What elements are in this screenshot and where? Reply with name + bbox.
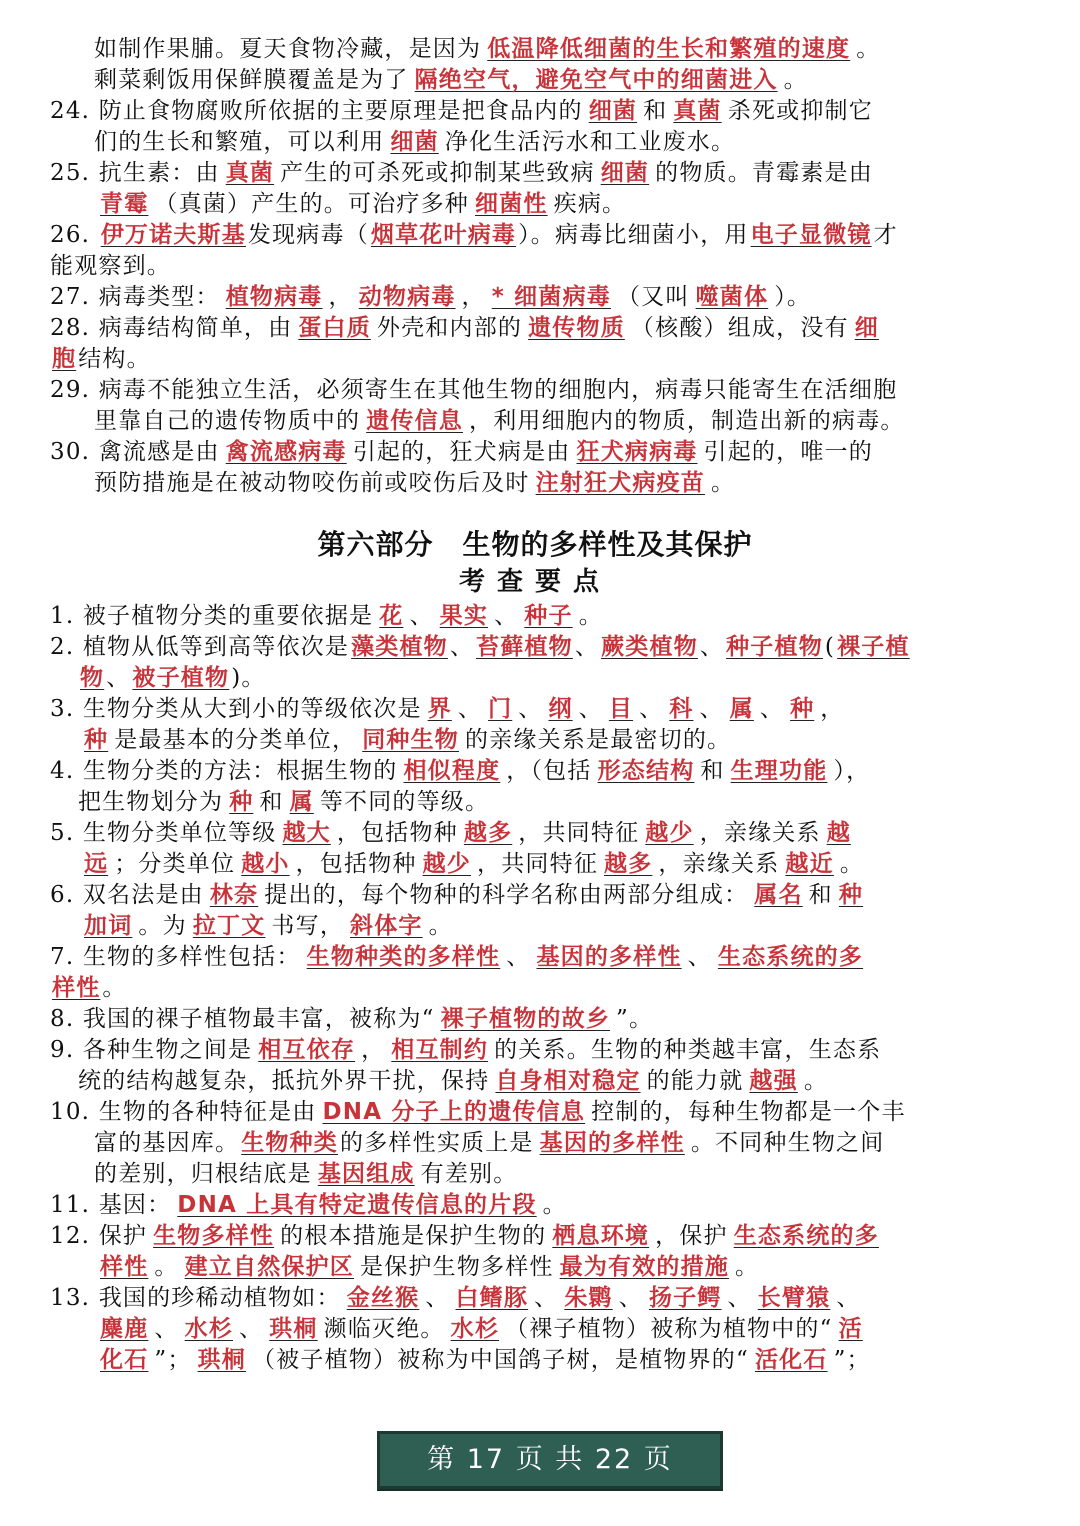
answer-blank: 越大 (282, 820, 331, 846)
answer-blank: 隔绝空气，避免空气中的细菌进入 (414, 67, 778, 93)
answer-blank: 生物多样性 (153, 1223, 275, 1249)
answer-blank: 种子植物 (726, 634, 823, 660)
question-text: （真菌）产生的。可治疗多种 (154, 191, 470, 217)
section-title: 第六部分 生物的多样性及其保护 (317, 528, 753, 561)
text-line (50, 1252, 1020, 1283)
question-text: 净化生活污水和工业废水。 (444, 129, 736, 155)
section-subtitle: 考查要点 (458, 567, 611, 597)
question-text: 、 (574, 634, 600, 660)
question-text: 的能力就 (646, 1068, 744, 1094)
text-line (50, 942, 1020, 973)
question-text: 杀死或抑制它 (727, 98, 873, 124)
text-line (50, 96, 1020, 127)
question-text: 25. 抗生素：由 (50, 160, 220, 186)
answer-blank: 细菌性 (475, 191, 548, 217)
answer-blank: 苔藓植物 (476, 634, 573, 660)
part6-points-list (50, 601, 1020, 1376)
answer-blank: 基因的多样性 (539, 1130, 685, 1156)
answer-blank: 越多 (604, 851, 653, 877)
answer-blank: 纲 (548, 696, 573, 722)
text-line (50, 880, 1020, 911)
question-text: ( (824, 634, 836, 660)
answer-blank: 种 (790, 696, 815, 722)
question-text: 、 (578, 696, 603, 722)
question-text: 。为 (138, 913, 187, 939)
question-text: ）。 (774, 284, 812, 310)
answer-blank: 越小 (241, 851, 290, 877)
answer-blank: 目 (608, 696, 634, 722)
question-text: 4. 生物分类的方法：根据生物的 (50, 758, 398, 784)
answer-blank: 门 (488, 696, 513, 722)
answer-blank: 种 (84, 727, 109, 753)
question-text: ；分类单位 (114, 851, 236, 877)
answer-blank: 烟草花叶病毒 (370, 222, 517, 248)
answer-blank: 越 (826, 820, 851, 846)
question-text: 。 (428, 913, 453, 939)
answer-blank: 林奈 (209, 882, 259, 908)
text-line (50, 1314, 1020, 1345)
question-text: 提出的，每个物种的科学名称由两部分组成： (264, 882, 749, 908)
answer-blank: 生态系统的多 (733, 1223, 879, 1249)
text-line (50, 437, 1020, 468)
question-text: 产生的可杀死或抑制某些致病 (280, 160, 595, 186)
text-line (50, 787, 1020, 818)
question-text: 剩菜剩饭用保鲜膜覆盖是为了 (94, 67, 409, 93)
question-text: 是保护生物多样性 (360, 1254, 554, 1280)
question-text: 、 (618, 1285, 643, 1311)
answer-blank: 裸子植 (837, 634, 910, 660)
answer-blank: 加词 (84, 913, 133, 939)
question-text: 、 (449, 634, 475, 660)
text-line (50, 1221, 1020, 1252)
text-line (50, 601, 1020, 632)
text-line (50, 220, 1020, 251)
answer-blank: 金丝猴 (346, 1285, 420, 1311)
question-text: 、 (106, 665, 131, 691)
question-text: ，共同特征 (518, 820, 640, 846)
answer-blank: 噬菌体 (695, 284, 769, 310)
question-text: ，亲缘关系 (699, 820, 821, 846)
question-text: 、 (687, 944, 712, 970)
question-text: 富的基因库。 (94, 1130, 240, 1156)
answer-blank: 水杉 (184, 1316, 234, 1342)
answer-blank: 细菌 (390, 129, 439, 155)
answer-blank: 裸子植物的故乡 (440, 1006, 611, 1032)
question-text: ， (820, 696, 845, 722)
question-text: 1. 被子植物分类的重要依据是 (50, 603, 374, 629)
text-line (50, 1128, 1020, 1159)
answer-blank: 越少 (645, 820, 694, 846)
answer-blank: 白鳍豚 (455, 1285, 529, 1311)
question-text: 的多样性实质上是 (340, 1130, 534, 1156)
answer-blank: 青霉 (100, 191, 149, 217)
answer-blank: 种 (838, 882, 864, 908)
question-text: 的差别，归根结底是 (94, 1161, 312, 1187)
answer-blank: 被子植物 (132, 665, 230, 691)
answer-blank: 低温降低细菌的生长和繁殖的速度 (487, 36, 851, 62)
question-text: 控制的，每种生物都是一个丰 (591, 1099, 906, 1125)
text-line (50, 818, 1020, 849)
question-text: 。 (735, 1254, 760, 1280)
question-text: 才 (873, 222, 898, 248)
document-content (50, 34, 1020, 1376)
answer-blank: 胞 (52, 346, 77, 372)
question-text: 统的结构越复杂，抵抗外界干扰，保持 (78, 1068, 490, 1094)
question-text: 发现病毒（ (247, 222, 369, 248)
question-text: 的亲缘关系是最密切的。 (465, 727, 732, 753)
answer-blank: 越多 (463, 820, 513, 846)
question-text: 、 (699, 696, 724, 722)
question-text: ，利用细胞内的物质，制造出新的病毒。 (469, 408, 905, 434)
answer-blank: 真菌 (225, 160, 275, 186)
answer-blank: 属 (289, 789, 314, 815)
question-text: 26. (50, 222, 99, 248)
question-text: ”； (154, 1347, 192, 1373)
question-text: 。 (783, 67, 808, 93)
question-text: 3. 生物分类从大到小的等级依次是 (50, 696, 422, 722)
question-text: 的根本措施是保护生物的 (280, 1223, 547, 1249)
question-text: 11. 基因： (50, 1192, 172, 1218)
question-text: 。 (578, 603, 603, 629)
answer-blank: 生物种类的多样性 (306, 944, 501, 970)
answer-blank: 样性 (52, 975, 101, 1001)
question-text: ”； (833, 1347, 871, 1373)
text-line (50, 632, 1020, 663)
question-text: 、 (534, 1285, 559, 1311)
question-text: 把生物划分为 (78, 789, 224, 815)
answer-blank: 水杉 (450, 1316, 500, 1342)
question-text: 有差别。 (420, 1161, 518, 1187)
answer-blank: 化石 (100, 1347, 149, 1373)
answer-blank: 形态结构 (597, 758, 695, 784)
question-text: ，（包括 (506, 758, 592, 784)
text-line (50, 1190, 1020, 1221)
text-line (50, 1066, 1020, 1097)
question-text: 。 (711, 470, 736, 496)
answer-blank: 科 (669, 696, 694, 722)
question-text: 。 (839, 851, 865, 877)
page-number-badge: 第 17 页 共 22 页 (377, 1431, 723, 1489)
question-text: ）， (833, 758, 871, 784)
answer-blank: 朱鹮 (564, 1285, 613, 1311)
question-text: 疾病。 (553, 191, 627, 217)
text-line (50, 1159, 1020, 1190)
question-text: 。 (102, 975, 127, 1001)
text-line (50, 1004, 1020, 1035)
text-line (50, 251, 1020, 282)
answer-blank: 动物病毒 (358, 284, 456, 310)
answer-blank: 细 (854, 315, 879, 341)
answer-blank: 活化石 (754, 1347, 828, 1373)
answer-blank: 细菌 (588, 98, 638, 124)
answer-blank: 活 (838, 1316, 863, 1342)
answer-blank: 禽流感病毒 (225, 439, 347, 465)
answer-blank: 遗传信息 (366, 408, 464, 434)
answer-blank: 伊万诺夫斯基 (100, 222, 246, 248)
question-text: ，包括物种 (295, 851, 417, 877)
question-text: 9. 各种生物之间是 (50, 1037, 253, 1063)
question-text: 等不同的等级。 (319, 789, 490, 815)
text-line (50, 127, 1020, 158)
answer-blank: 基因组成 (317, 1161, 415, 1187)
answer-blank: 扬子鳄 (648, 1285, 722, 1311)
question-text: ，亲缘关系 (658, 851, 780, 877)
question-text: 。 (542, 1192, 567, 1218)
question-text: 12. 保护 (50, 1223, 148, 1249)
answer-blank: 种 (229, 789, 254, 815)
answer-blank: 界 (427, 696, 452, 722)
question-text: 、 (699, 634, 725, 660)
answer-blank: 蛋白质 (298, 315, 371, 341)
answer-blank: 属名 (754, 882, 803, 908)
text-line (50, 34, 1020, 65)
answer-blank: 建立自然保护区 (184, 1254, 355, 1280)
question-text: 们的生长和繁殖，可以利用 (94, 129, 385, 155)
answer-blank: 麋鹿 (100, 1316, 149, 1342)
question-text: 。不同种生物之间 (690, 1130, 885, 1156)
text-line (50, 973, 1020, 1004)
question-text: 5. 生物分类单位等级 (50, 820, 277, 846)
question-text: ”。 (616, 1006, 654, 1032)
text-line (50, 725, 1020, 756)
answer-blank: 花 (379, 603, 404, 629)
question-text: 和 (259, 789, 284, 815)
question-text: 预防措施是在被动物咬伤前或咬伤后及时 (94, 470, 530, 496)
answer-blank: 拉丁文 (192, 913, 266, 939)
answer-blank: 珙桐 (269, 1316, 318, 1342)
question-text: 是最基本的分类单位， (114, 727, 357, 753)
answer-blank: 藻类植物 (351, 634, 448, 660)
answer-blank: 自身相对稳定 (495, 1068, 641, 1094)
answer-blank: 蕨类植物 (601, 634, 698, 660)
text-line (50, 663, 1020, 694)
answer-blank: 远 (84, 851, 109, 877)
answer-blank: 物 (80, 665, 105, 691)
question-text: 、 (239, 1316, 264, 1342)
question-text: 、 (425, 1285, 450, 1311)
question-text: 、 (506, 944, 531, 970)
question-text: 24. 防止食物腐败所依据的主要原理是把食品内的 (50, 98, 583, 124)
question-text: 能观察到。 (50, 253, 171, 279)
answer-blank: 相似程度 (403, 758, 501, 784)
answer-blank: 种子 (524, 603, 573, 629)
question-text: 如制作果脯。夏天食物冷藏，是因为 (94, 36, 482, 62)
text-line (50, 375, 1020, 406)
question-text: 、 (518, 696, 543, 722)
question-text: （被子植物）被称为中国鸽子树，是植物界的“ (251, 1347, 749, 1373)
question-text: 。 (803, 1068, 829, 1094)
question-text: 、 (759, 696, 785, 722)
text-line (50, 468, 1020, 499)
question-text: ，保护 (655, 1223, 728, 1249)
question-text: 30. 禽流感是由 (50, 439, 220, 465)
answer-blank: 最为有效的措施 (559, 1254, 730, 1280)
question-text: 和 (643, 98, 668, 124)
answer-blank: 相互依存 (258, 1037, 356, 1063)
question-text: 。 (856, 36, 881, 62)
answer-blank: 越少 (422, 851, 472, 877)
question-text: 13. 我国的珍稀动植物如： (50, 1285, 341, 1311)
question-text: 2. 植物从低等到高等依次是 (50, 634, 350, 660)
answer-blank: 长臂猿 (757, 1285, 831, 1311)
answer-blank: 属 (729, 696, 754, 722)
question-text: 、 (494, 603, 519, 629)
answer-blank: 电子显微镜 (750, 222, 872, 248)
question-text: （又叫 (616, 284, 690, 310)
text-line (50, 1035, 1020, 1066)
answer-blank: 植物病毒 (225, 284, 323, 310)
question-text: 外壳和内部的 (376, 315, 523, 341)
answer-blank: 斜体字 (350, 913, 423, 939)
answer-blank: 生理功能 (730, 758, 828, 784)
question-text: 和 (808, 882, 833, 908)
text-line (50, 849, 1020, 880)
answer-blank: 同种生物 (362, 727, 460, 753)
question-text: 、 (457, 696, 483, 722)
question-text: 10. 生物的各种特征是由 (50, 1099, 317, 1125)
answer-blank: * 细菌病毒 (491, 284, 611, 310)
question-text: 引起的，狂犬病是由 (352, 439, 571, 465)
question-text: 28. 病毒结构简单，由 (50, 315, 293, 341)
question-text: ，包括物种 (336, 820, 458, 846)
answer-blank: 真菌 (673, 98, 722, 124)
question-text: 8. 我国的裸子植物最丰富，被称为“ (50, 1006, 435, 1032)
answer-blank: 越强 (749, 1068, 798, 1094)
answer-blank: 生态系统的多 (717, 944, 864, 970)
question-text: 濒临灭绝。 (323, 1316, 445, 1342)
text-line (50, 911, 1020, 942)
question-text: 、 (836, 1285, 861, 1311)
answer-blank: 基因的多样性 (536, 944, 682, 970)
text-line (50, 344, 1020, 375)
question-text: 的物质。青霉素是由 (655, 160, 873, 186)
question-text: 结构。 (78, 346, 151, 372)
question-text: 。 (154, 1254, 179, 1280)
text-line (50, 1097, 1020, 1128)
text-line (50, 282, 1020, 313)
part5-continued-list (50, 34, 1020, 499)
question-text: ， (361, 1037, 386, 1063)
text-line (50, 65, 1020, 96)
question-text: 7. 生物的多样性包括： (50, 944, 301, 970)
question-text: （裸子植物）被称为植物中的“ (505, 1316, 833, 1342)
question-text: 的关系。生物的种类越丰富，生态系 (494, 1037, 882, 1063)
answer-blank: 栖息环境 (552, 1223, 650, 1249)
text-line (50, 1345, 1020, 1376)
question-text: 里靠自己的遗传物质中的 (94, 408, 361, 434)
text-line (50, 158, 1020, 189)
text-line (50, 189, 1020, 220)
question-text: 、 (154, 1316, 179, 1342)
answer-blank: 狂犬病病毒 (576, 439, 698, 465)
answer-blank: 遗传物质 (528, 315, 625, 341)
answer-blank: 相互制约 (391, 1037, 489, 1063)
question-text: ， (328, 284, 353, 310)
answer-blank: 果实 (439, 603, 489, 629)
answer-blank: 珙桐 (197, 1347, 246, 1373)
text-line (50, 313, 1020, 344)
question-text: 引起的，唯一的 (703, 439, 873, 465)
question-text: （核酸）组成，没有 (630, 315, 849, 341)
answer-blank: 越近 (785, 851, 834, 877)
question-text: 29. 病毒不能独立生活，必须寄生在其他生物的细胞内，病毒只能寄生在活细胞 (50, 377, 898, 403)
question-text: 、 (727, 1285, 752, 1311)
answer-blank: DNA 上具有特定遗传信息的片段 (177, 1192, 537, 1218)
question-text: ， (461, 284, 486, 310)
answer-blank: 生物种类 (241, 1130, 339, 1156)
question-text: 27. 病毒类型： (50, 284, 220, 310)
answer-blank: DNA 分子上的遗传信息 (322, 1099, 586, 1125)
question-text: 书写， (271, 913, 345, 939)
question-text: )。 (231, 665, 266, 691)
answer-blank: 细菌 (600, 160, 650, 186)
question-text: 和 (700, 758, 725, 784)
question-text: ，共同特征 (477, 851, 599, 877)
question-text: 、 (639, 696, 664, 722)
answer-blank: 注射狂犬病疫苗 (535, 470, 706, 496)
text-line (50, 756, 1020, 787)
text-line (50, 694, 1020, 725)
question-text: ）。病毒比细菌小，用 (518, 222, 749, 248)
question-text: 6. 双名法是由 (50, 882, 204, 908)
text-line (50, 406, 1020, 437)
answer-blank: 样性 (100, 1254, 149, 1280)
question-text: 、 (409, 603, 434, 629)
text-line (50, 1283, 1020, 1314)
